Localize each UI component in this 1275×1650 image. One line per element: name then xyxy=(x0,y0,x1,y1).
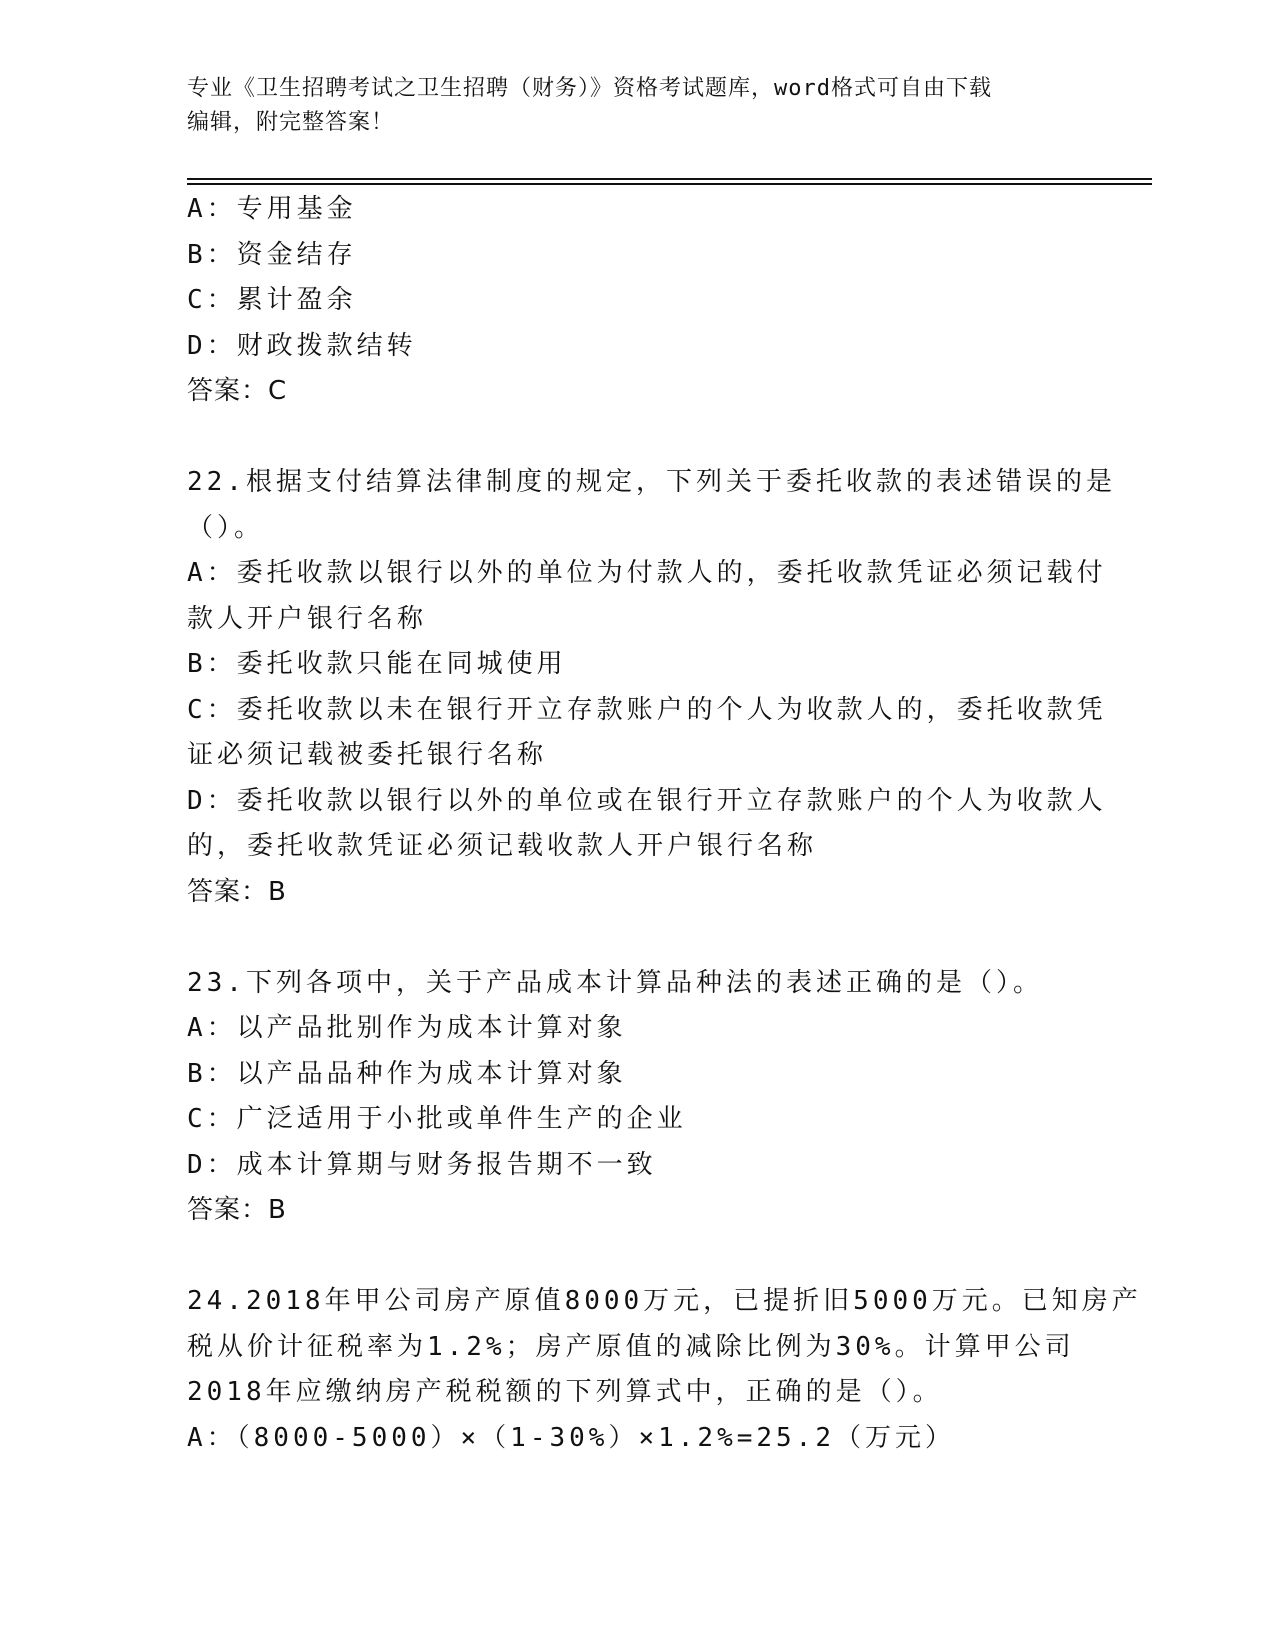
answer: 答案：B xyxy=(187,1195,287,1225)
question-22 xyxy=(187,460,1116,915)
option-b: B：资金结存 xyxy=(187,239,357,270)
question-24 xyxy=(187,1279,1142,1461)
answer: 答案：C xyxy=(187,376,288,406)
option-a: A：专用基金 xyxy=(187,194,357,224)
spacer xyxy=(187,915,1087,961)
option-d: D：成本计算期与财务报告期不一致 xyxy=(187,1149,657,1180)
question-stem-line: 24.2018年甲公司房产原值8000万元，已提折旧5000万元。已知房产 xyxy=(187,1286,1142,1316)
question-stem: 23.下列各项中，关于产品成本计算品种法的表述正确的是（）。 xyxy=(187,967,1043,998)
option-b: B：委托收款只能在同城使用 xyxy=(187,649,567,679)
option-d-line-2: 的，委托收款凭证必须记载收款人开户银行名称 xyxy=(187,831,818,861)
header-line-1: 专业《卫生招聘考试之卫生招聘（财务）》资格考试题库，word格式可自由下载 xyxy=(187,76,992,101)
option-c-line-1: C：委托收款以未在银行开立存款账户的个人为收款人的，委托收款凭 xyxy=(187,694,1107,725)
question-stem-line: 22.根据支付结算法律制度的规定，下列关于委托收款的表述错误的是 xyxy=(187,467,1116,497)
option-c: C：累计盈余 xyxy=(187,285,357,315)
option-a-line-1: A：委托收款以银行以外的单位为付款人的，委托收款凭证必须记载付 xyxy=(187,558,1107,588)
option-d: D：财政拨款结转 xyxy=(187,330,417,361)
option-a-line-2: 款人开户银行名称 xyxy=(187,603,428,634)
spacer xyxy=(187,415,1087,461)
header-rule-top xyxy=(187,178,1152,180)
question-stem-line: 税从价计征税率为1.2%；房产原值的减除比例为30%。计算甲公司 xyxy=(187,1331,1075,1362)
option-d-line-1: D：委托收款以银行以外的单位或在银行开立存款账户的个人为收款人 xyxy=(187,785,1107,816)
option-c-line-2: 证必须记载被委托银行名称 xyxy=(187,740,548,770)
question-23 xyxy=(187,961,1087,1234)
answer: 答案：B xyxy=(187,876,287,907)
question-stem-line: 2018年应缴纳房产税税额的下列算式中，正确的是（）。 xyxy=(187,1377,943,1407)
option-c: C：广泛适用于小批或单件生产的企业 xyxy=(187,1104,687,1134)
document-header xyxy=(187,72,1067,140)
option-a: A：（8000-5000）×（1-30%）×1.2%=25.2（万元） xyxy=(187,1422,955,1453)
question-content xyxy=(187,187,1142,1461)
option-b: B：以产品品种作为成本计算对象 xyxy=(187,1058,627,1089)
question-21-remainder xyxy=(187,187,1087,415)
question-stem-line: （）。 xyxy=(187,512,265,543)
spacer xyxy=(187,1234,1087,1280)
header-line-2: 编辑，附完整答案！ xyxy=(187,110,395,135)
header-rule-bottom xyxy=(187,183,1152,185)
option-a: A：以产品批别作为成本计算对象 xyxy=(187,1013,627,1043)
